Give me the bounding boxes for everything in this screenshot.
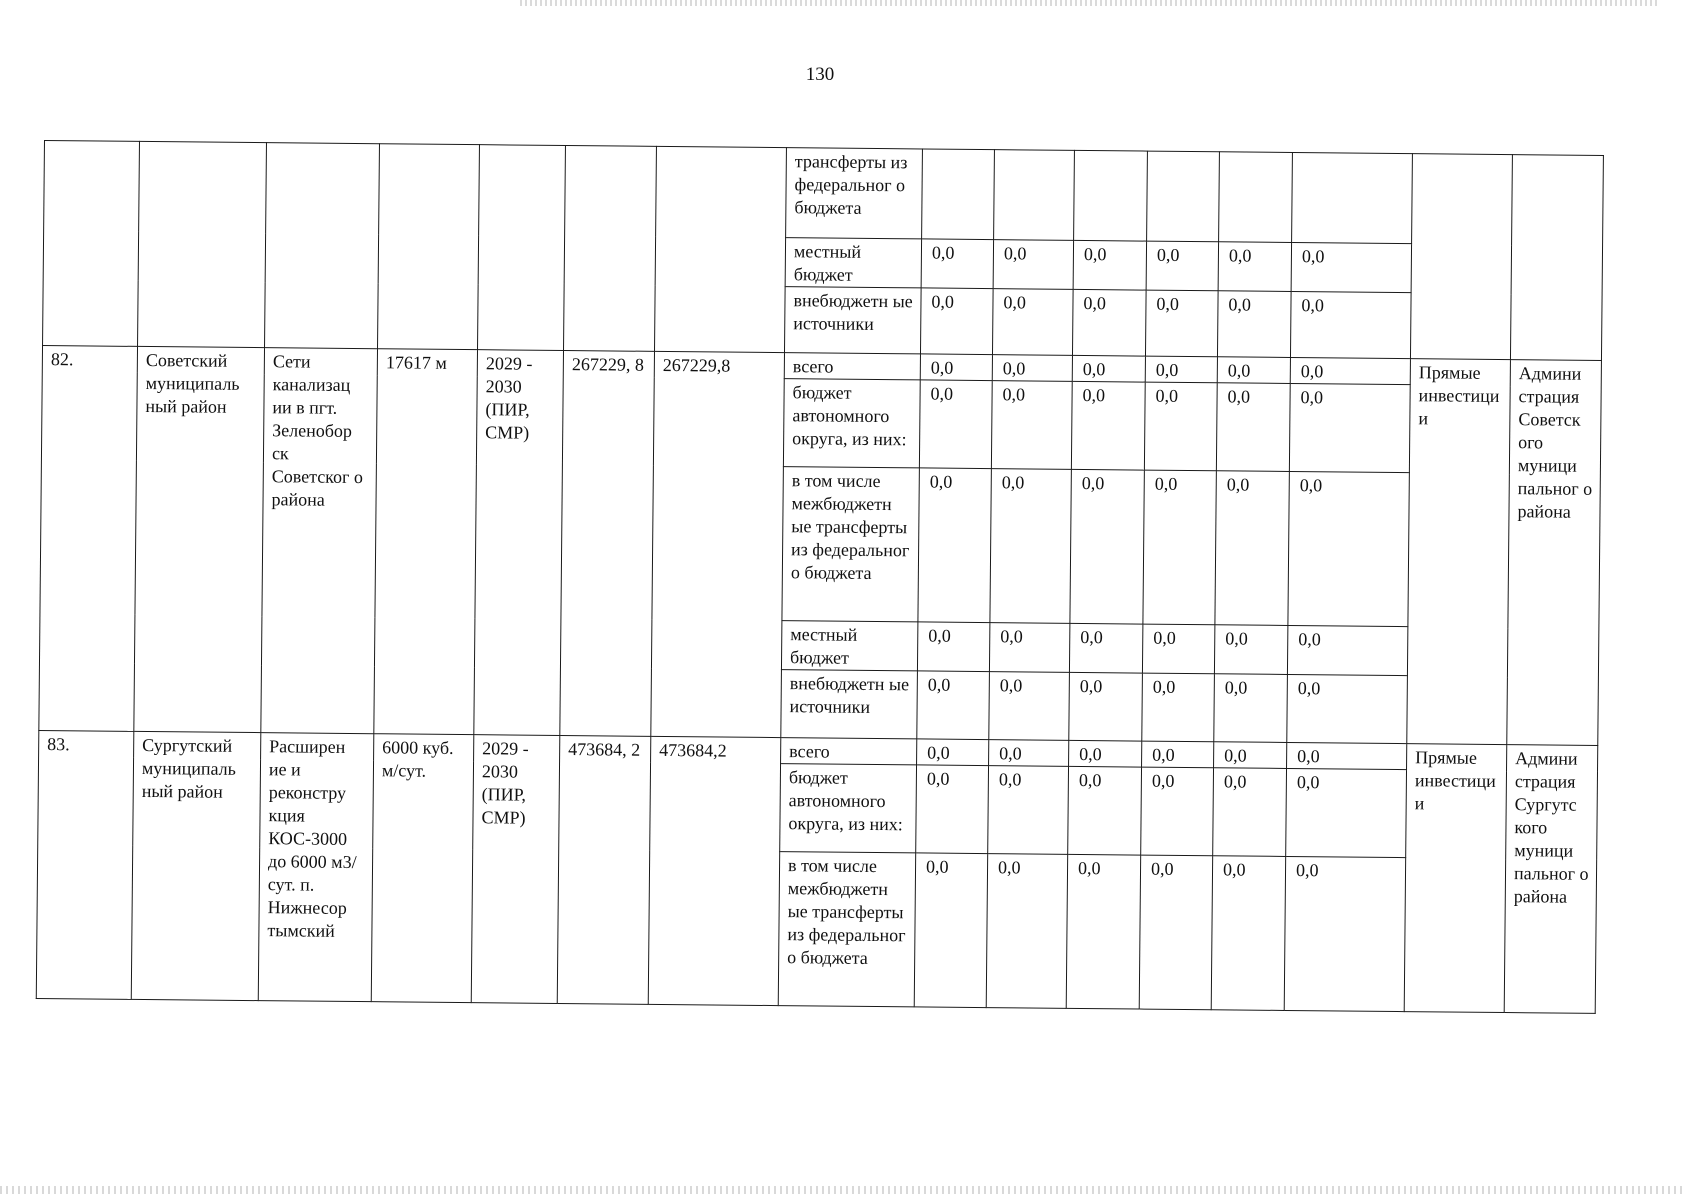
entry-capacity: 6000 куб. м/сут. [371,734,474,1003]
funding-value: 0,0 [916,765,989,854]
funding-value: 0,0 [1214,674,1288,743]
funding-value: 0,0 [1139,855,1212,1010]
funding-value: 0,0 [991,381,1072,470]
funding-value: 0,0 [1066,854,1140,1009]
scan-edge-bottom [0,1186,1686,1194]
funding-value: 0,0 [918,468,991,623]
funding-value: 0,0 [992,289,1073,356]
funding-value: 0,0 [1071,381,1145,470]
funding-value [1219,152,1293,243]
entry-object: Сети канализац ии в пгт. Зеленобор ск Советског о района [261,348,378,734]
empty-continuation-cell [564,146,657,352]
funding-value: 0,0 [917,622,989,672]
funding-value: 0,0 [989,672,1070,741]
entry-executor: Админи страция Сургутс кого муници пальног о района [1504,745,1598,1014]
funding-source-label: внебюджетн ые источники [781,670,918,739]
entry-capacity: 17617 м [374,349,478,735]
scan-edge-top [520,0,1660,6]
funding-value: 0,0 [1287,625,1407,675]
funding-value: 0,0 [1284,856,1405,1011]
funding-value: 0,0 [1286,768,1407,857]
funding-value: 0,0 [1145,356,1217,383]
funding-value [922,149,995,240]
funding-value: 0,0 [914,853,987,1008]
empty-continuation-cell [378,144,480,350]
funding-value: 0,0 [1072,289,1146,356]
funding-value: 0,0 [1215,471,1289,626]
funding-value: 0,0 [917,671,990,740]
funding-value [1292,152,1413,243]
empty-continuation-cell [478,145,566,351]
funding-value: 0,0 [1069,740,1142,767]
funding-value: 0,0 [1141,767,1214,856]
funding-value: 0,0 [988,766,1069,855]
entry-financing-form: Прямые инвестиции [1407,359,1511,745]
funding-value: 0,0 [1072,355,1145,382]
funding-value: 0,0 [920,354,992,381]
funding-value: 0,0 [1217,357,1290,384]
continuation-row [44,141,1604,246]
funding-source-label: в том числе межбюджетн ые трансферты из федеральног о бюджета [778,852,915,1007]
empty-continuation-cell [43,141,140,347]
funding-value: 0,0 [1070,469,1144,624]
funding-value: 0,0 [1143,470,1216,625]
funding-value: 0,0 [1287,742,1407,769]
funding-source-label: трансферты из федеральног о бюджета [786,148,923,239]
entry-period: 2029 - 2030 (ПИР, СМР) [474,350,564,736]
entry-object: Расширен ие и реконстру кция КОС-3000 до 6000 м3/сут. п. Нижнесор тымский [258,733,374,1002]
entry-district: Сургутский муниципаль ный район [131,731,261,1000]
funding-source-label: внебюджетн ые источники [784,287,921,354]
funding-value: 0,0 [1214,742,1287,769]
funding-value [1074,150,1148,241]
funding-value: 0,0 [1216,383,1290,472]
funding-value: 0,0 [1214,625,1287,675]
funding-value: 0,0 [989,740,1069,767]
funding-value: 0,0 [1142,673,1215,742]
funding-source-label: бюджет автономного округа, из них: [780,764,917,853]
entry-cost-remaining: 267229,8 [651,351,785,737]
funding-value: 0,0 [1289,383,1410,472]
funding-value: 0,0 [1213,768,1287,857]
funding-value: 0,0 [1142,624,1214,674]
entry-district: Советский муниципаль ный район [134,346,265,732]
funding-value: 0,0 [1290,291,1411,358]
funding-value: 0,0 [993,240,1073,290]
funding-value: 0,0 [992,355,1072,382]
funding-value: 0,0 [1142,741,1214,768]
funding-value: 0,0 [919,380,992,469]
funding-value: 0,0 [1290,357,1410,384]
funding-value: 0,0 [1144,382,1217,471]
empty-continuation-cell [654,146,786,352]
funding-value: 0,0 [1146,241,1218,291]
investment-table-wrapper [36,140,1604,1014]
funding-value: 0,0 [917,739,989,766]
empty-executor-cell [1510,155,1603,361]
funding-source-label: всего [784,353,920,380]
funding-value: 0,0 [986,854,1067,1009]
funding-source-label: всего [781,738,917,765]
entry-cost-estimate: 473684, 2 [557,735,651,1004]
entry-number: 82. [39,345,138,731]
funding-source-label: в том числе межбюджетн ые трансферты из федеральног о бюджета [782,467,919,622]
funding-value: 0,0 [1217,291,1291,358]
entry-financing-form: Прямые инвестиции [1404,744,1507,1013]
funding-value: 0,0 [990,469,1071,624]
funding-value: 0,0 [1068,766,1142,855]
funding-value: 0,0 [1218,242,1291,292]
funding-source-label: местный бюджет [781,621,917,671]
funding-value: 0,0 [989,623,1069,673]
entry-number: 83. [36,730,134,999]
empty-continuation-cell [265,143,380,349]
funding-value: 0,0 [1069,672,1143,741]
funding-value [994,150,1075,241]
entry-executor: Админи страция Советск ого муници пальног о района [1507,360,1602,746]
funding-value: 0,0 [1288,471,1409,626]
funding-value: 0,0 [1211,856,1285,1011]
funding-source-label: бюджет автономного округа, из них: [783,379,920,468]
funding-value: 0,0 [921,239,993,289]
investment-table [36,140,1604,1014]
entry-period: 2029 - 2030 (ПИР, СМР) [471,735,560,1004]
empty-form-cell [1410,154,1512,360]
funding-value: 0,0 [1287,674,1408,743]
funding-value [1147,151,1220,242]
entry-cost-remaining: 473684,2 [648,736,781,1005]
page-number: 130 [805,64,835,85]
funding-value: 0,0 [920,288,993,355]
funding-value: 0,0 [1145,290,1218,357]
funding-source-label: местный бюджет [785,238,921,288]
funding-value: 0,0 [1291,242,1411,292]
empty-continuation-cell [138,141,267,347]
entry-cost-estimate: 267229, 8 [560,350,655,736]
funding-value: 0,0 [1073,240,1146,290]
funding-value: 0,0 [1069,623,1142,673]
